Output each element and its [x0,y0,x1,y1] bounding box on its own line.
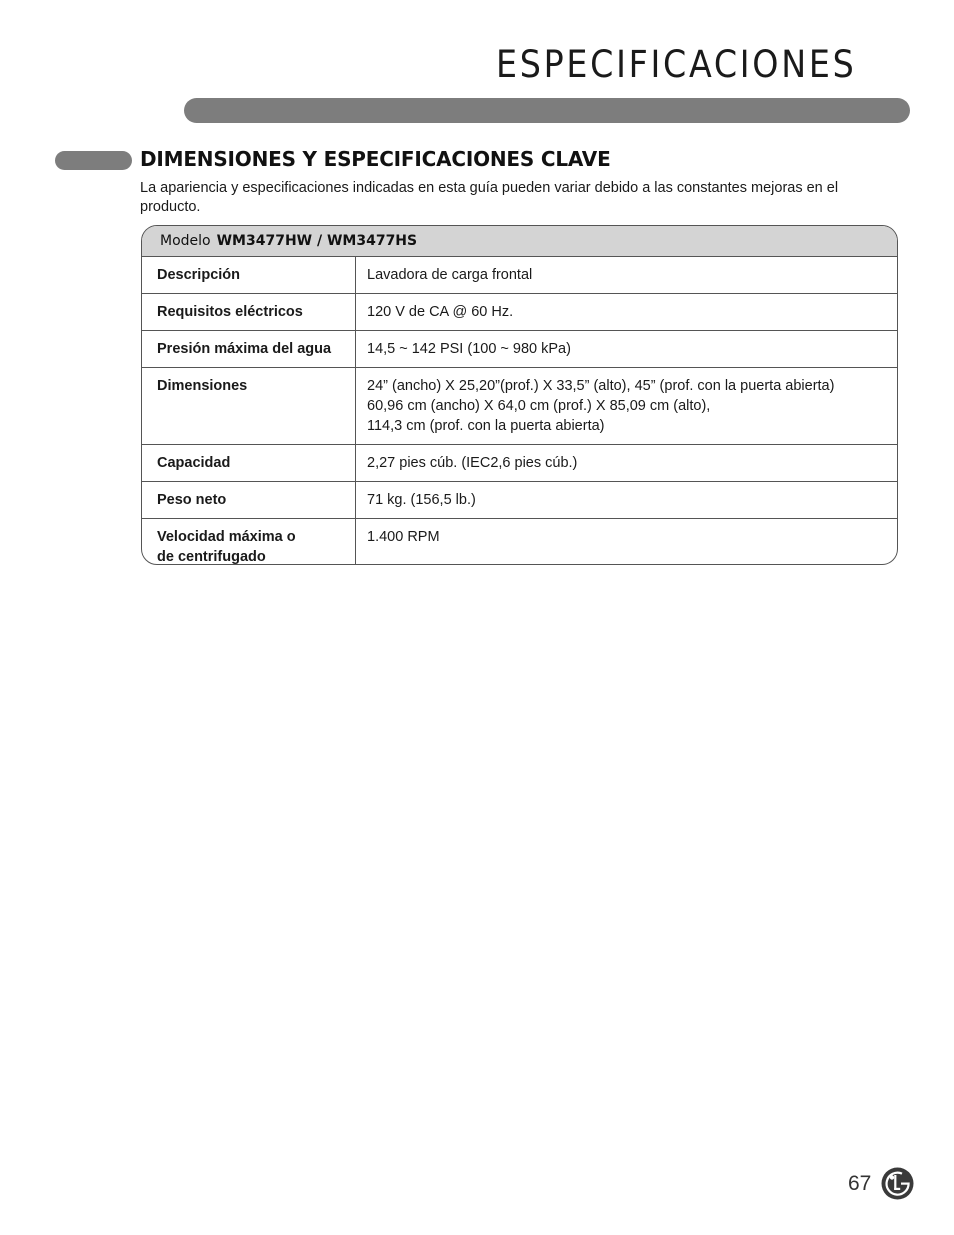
table-row [142,368,897,445]
spec-value: 2,27 pies cúb. (IEC2,6 pies cúb.) [356,445,898,482]
title-decoration-bar [184,98,910,123]
spec-value: 14,5 ~ 142 PSI (100 ~ 980 kPa) [356,331,898,368]
spec-value: 120 V de CA @ 60 Hz. [356,294,898,331]
spec-value: 24” (ancho) X 25,20”(prof.) X 33,5” (alto), 45” (prof. con la puerta abierta) 60,96 cm (ancho) X 64,0 cm (prof.) X 85,09 cm (alto), 114,3 cm (prof. con la puerta abierta) [356,368,898,445]
spec-label: Capacidad [142,445,356,482]
spec-label: Presión máxima del agua [142,331,356,368]
table-row [142,257,897,294]
table-row [142,445,897,482]
spec-table [141,225,898,565]
table-row [142,519,897,566]
spec-value: 71 kg. (156,5 lb.) [356,482,898,519]
section-marker-pill [55,151,132,170]
spec-value: Lavadora de carga frontal [356,257,898,294]
spec-label: Peso neto [142,482,356,519]
spec-label: Requisitos eléctricos [142,294,356,331]
spec-value: 1.400 RPM [367,529,440,545]
table-row [142,294,897,331]
lg-logo-icon [881,1167,914,1200]
spec-rows [142,257,897,565]
spec-label: Velocidad máxima o de centrifugado [142,519,356,566]
section-heading: DIMENSIONES Y ESPECIFICACIONES CLAVE [140,147,611,171]
spec-label: Descripción [142,257,356,294]
page-number: 67 [848,1172,872,1195]
page-title: ESPECIFICACIONES [495,43,856,86]
table-row [142,331,897,368]
model-value: WM3477HW / WM3477HS [216,233,418,249]
spec-label: Dimensiones [142,368,356,445]
intro-paragraph: La apariencia y especificaciones indicadas en esta guía pueden variar debido a las constantes mejoras en el producto. [140,180,839,215]
model-label: Modelo [160,233,211,249]
table-row [142,482,897,519]
model-header [142,226,897,257]
